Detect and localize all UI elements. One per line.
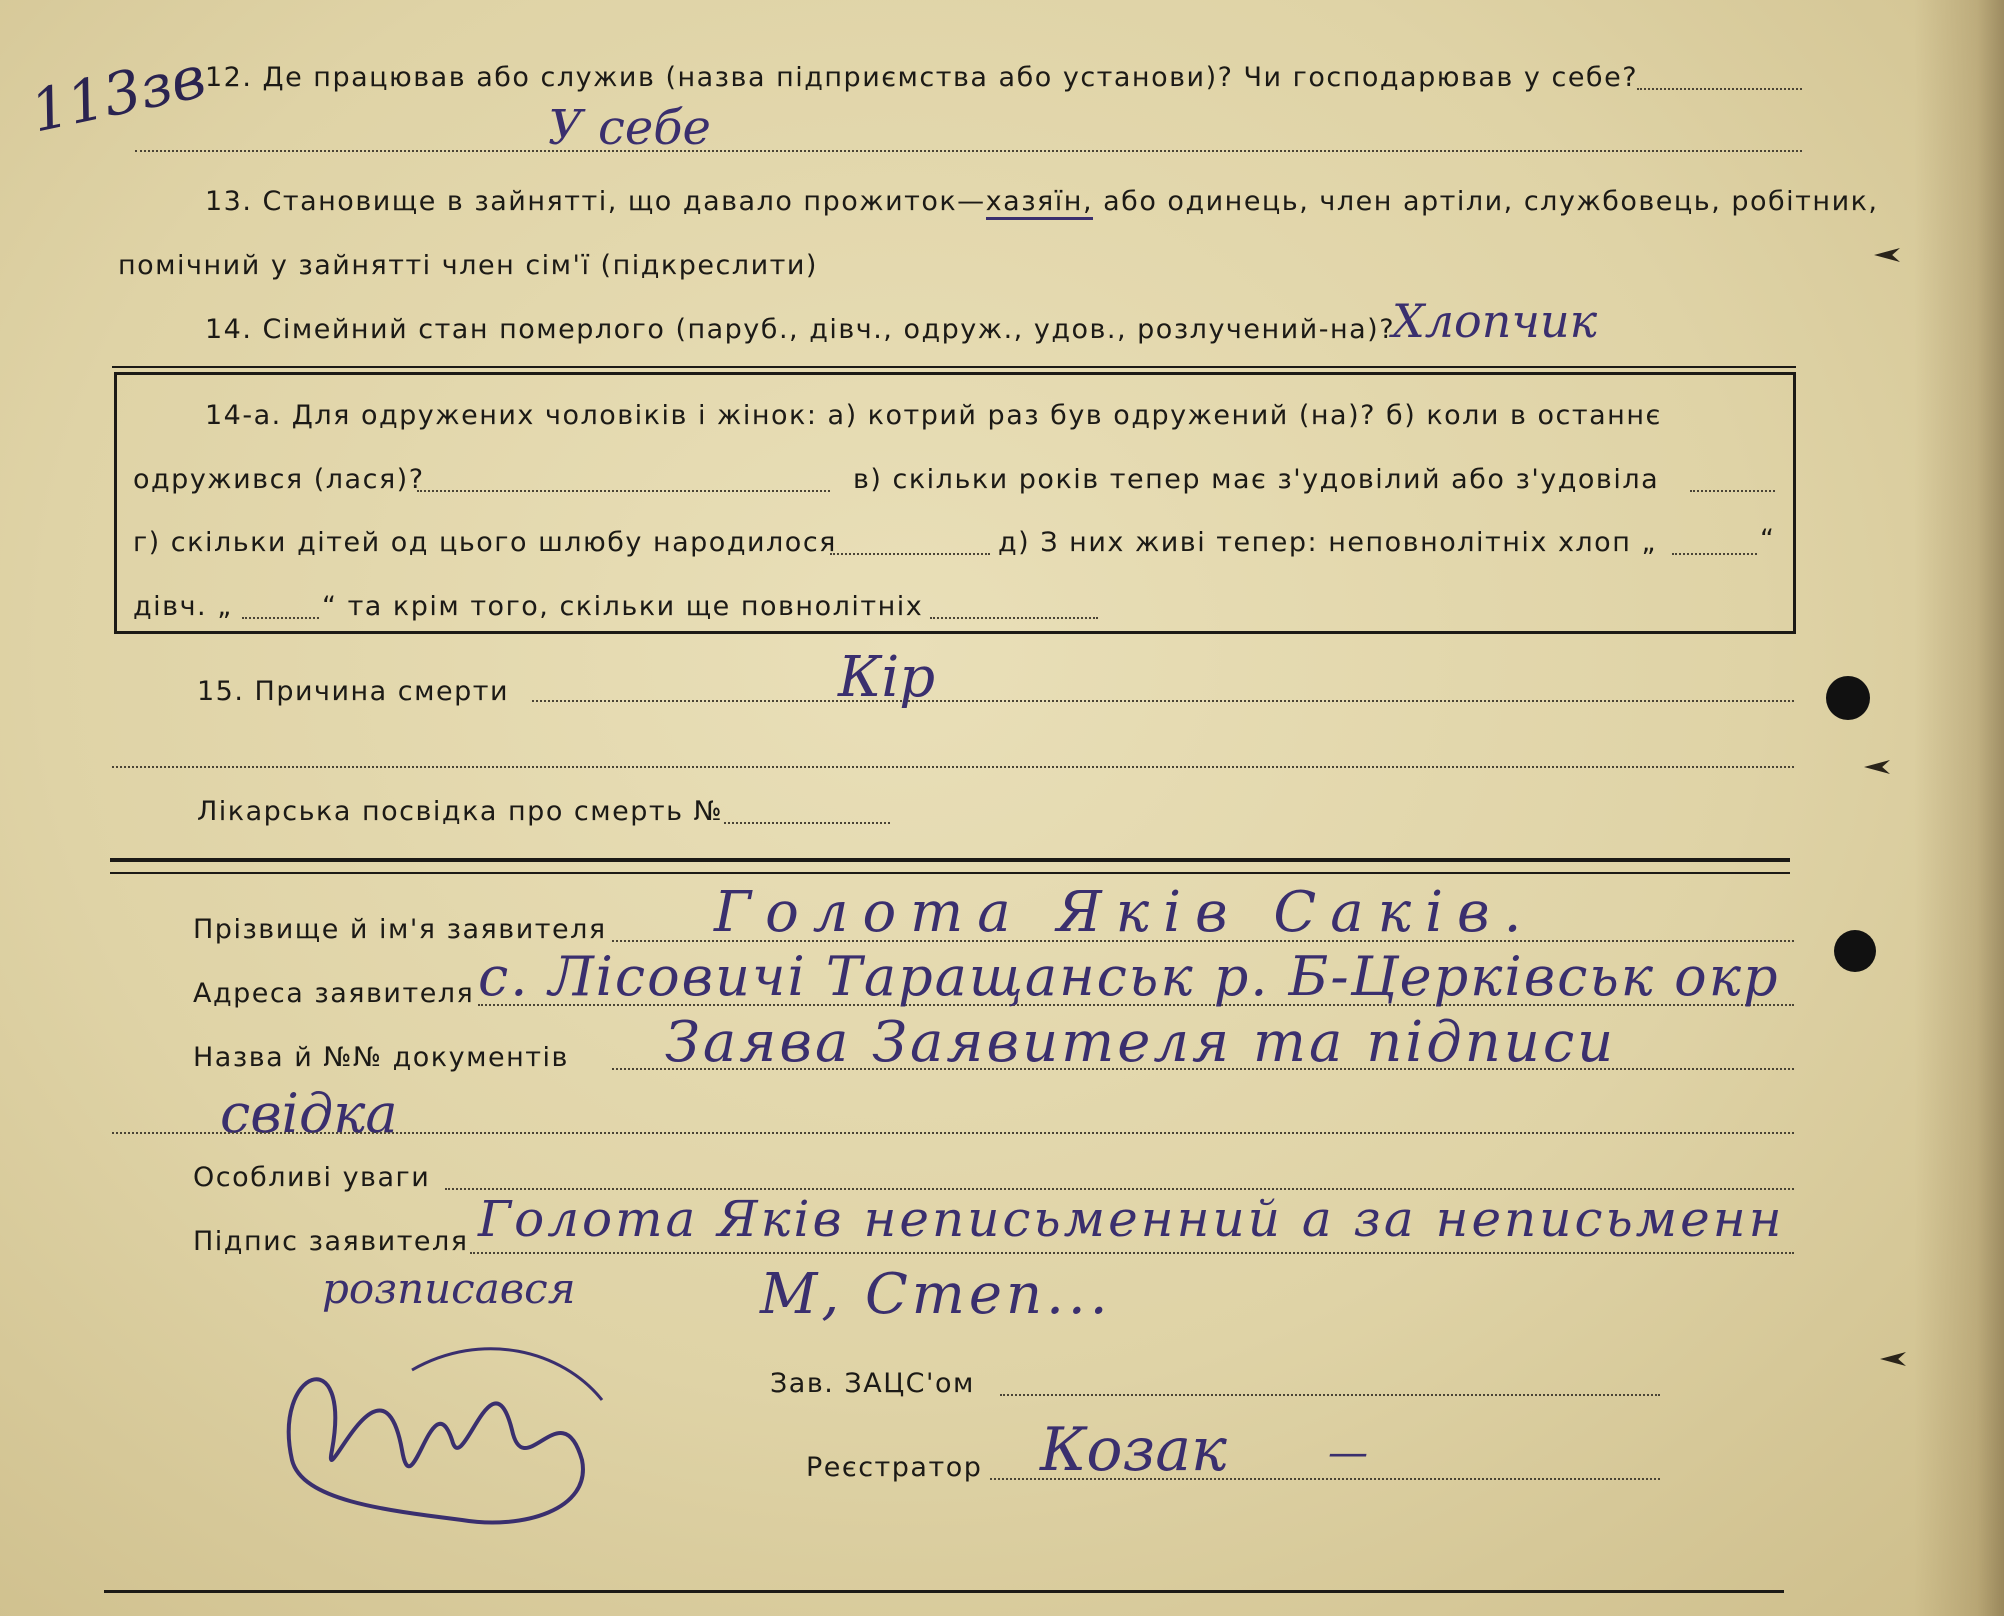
medical-label: Лікарська посвідка про смерть № bbox=[197, 796, 724, 827]
q13-line1-a: 13. Становище в зайнятті, що давало прожиток— bbox=[205, 186, 986, 217]
page-nick-3 bbox=[1880, 1352, 1906, 1366]
q13-line2: помічний у зайнятті член сім'ї (підкреслити) bbox=[118, 250, 818, 281]
zags-head-label: Зав. ЗАЦС'ом bbox=[770, 1368, 975, 1399]
q14-answer: Хлопчик bbox=[1392, 294, 1598, 348]
section-divider-top bbox=[110, 858, 1790, 862]
applicant-docs-value-2: свідка bbox=[220, 1082, 398, 1145]
q14a-line2-dots1 bbox=[417, 490, 830, 492]
page-nick-1 bbox=[1874, 248, 1900, 262]
q15-label: 15. Причина смерти bbox=[197, 676, 510, 707]
binding-hole-1 bbox=[1826, 676, 1870, 720]
archive-number: 113зв bbox=[24, 42, 212, 146]
zags-head-dots bbox=[1000, 1394, 1660, 1396]
q12-answer: У себе bbox=[548, 100, 711, 156]
applicant-docs-value: Заява Заявителя та підписи bbox=[665, 1010, 1617, 1075]
applicant-signature-value-2: М, Степ... bbox=[760, 1262, 1112, 1327]
page-edge-shadow bbox=[1914, 0, 2004, 1616]
applicant-signature-value: Голота Яків неписьменний а за неписьменн bbox=[478, 1190, 1785, 1248]
registrar-signature: Козак bbox=[1040, 1415, 1227, 1485]
q14a-line3-dots2 bbox=[1672, 553, 1757, 555]
applicant-name-value: Голота Яків Саків. bbox=[714, 880, 1536, 945]
q14a-line2-a: одружився (лася)? bbox=[133, 464, 425, 495]
q14a-line4-dots1 bbox=[242, 617, 319, 619]
q13-line1 bbox=[205, 186, 1879, 217]
q12-answer-dots bbox=[135, 150, 1802, 152]
q14a-line4-dots2 bbox=[930, 617, 1098, 619]
q15-dots2 bbox=[112, 766, 1794, 768]
q14a-line3-dots1 bbox=[830, 553, 990, 555]
bottom-rule bbox=[104, 1590, 1784, 1593]
q12-label: 12. Де працював або служив (назва підприємства або установи)? Чи господарював у себе? bbox=[205, 62, 1639, 93]
q14a-line3-c: “ bbox=[1760, 524, 1776, 555]
q15-dots bbox=[532, 700, 1794, 702]
page-nick-2 bbox=[1864, 760, 1890, 774]
q14a-line4-a: дівч. „ bbox=[133, 591, 233, 622]
q13-option-owner: хазяїн, bbox=[986, 186, 1093, 220]
q14a-line3-b: д) З них живі тепер: неповнолітніх хлоп „ bbox=[998, 527, 1657, 558]
official-signature bbox=[262, 1310, 622, 1550]
binding-hole-2 bbox=[1834, 930, 1876, 972]
q13-line1-c: або одинець, член артіли, службовець, робітник, bbox=[1093, 186, 1879, 217]
applicant-docs-label: Назва й №№ документів bbox=[193, 1042, 569, 1073]
medical-dots bbox=[724, 822, 890, 824]
q12-dots bbox=[1637, 88, 1802, 90]
box-top-double-rule bbox=[112, 366, 1796, 368]
applicant-address-value: с. Лісовичі Таращанськ р. Б-Церківськ окр bbox=[478, 945, 1780, 1008]
applicant-notes-label: Особливі уваги bbox=[193, 1162, 431, 1193]
section-divider-bottom bbox=[110, 872, 1790, 874]
q14-label: 14. Сімейний стан померлого (паруб., дівч., одруж., удов., розлучений-на)? bbox=[205, 314, 1396, 345]
q15-answer: Кір bbox=[838, 645, 936, 710]
applicant-address-label: Адреса заявителя bbox=[193, 978, 475, 1009]
applicant-signature-label: Підпис заявителя bbox=[193, 1226, 469, 1257]
q14a-line1: 14-а. Для одружених чоловіків і жінок: а) котрий раз був одружений (на)? б) коли в останнє bbox=[205, 400, 1662, 431]
registrar-dash: — bbox=[1328, 1430, 1368, 1476]
q14a-line2-b: в) скільки років тепер має з'удовілий або з'удовіла bbox=[853, 464, 1660, 495]
applicant-docs-dots2 bbox=[112, 1132, 1794, 1134]
q14a-line4-b: “ та крім того, скільки ще повнолітніх bbox=[322, 591, 924, 622]
applicant-signature-dots bbox=[470, 1252, 1794, 1254]
q14a-line3-a: г) скільки дітей од цього шлюбу народилося bbox=[133, 527, 837, 558]
applicant-name-label: Прізвище й ім'я заявителя bbox=[193, 914, 607, 945]
q14a-line2-dots2 bbox=[1690, 490, 1775, 492]
signed-note: розписався bbox=[322, 1264, 576, 1313]
registrar-label: Реєстратор bbox=[806, 1452, 983, 1483]
